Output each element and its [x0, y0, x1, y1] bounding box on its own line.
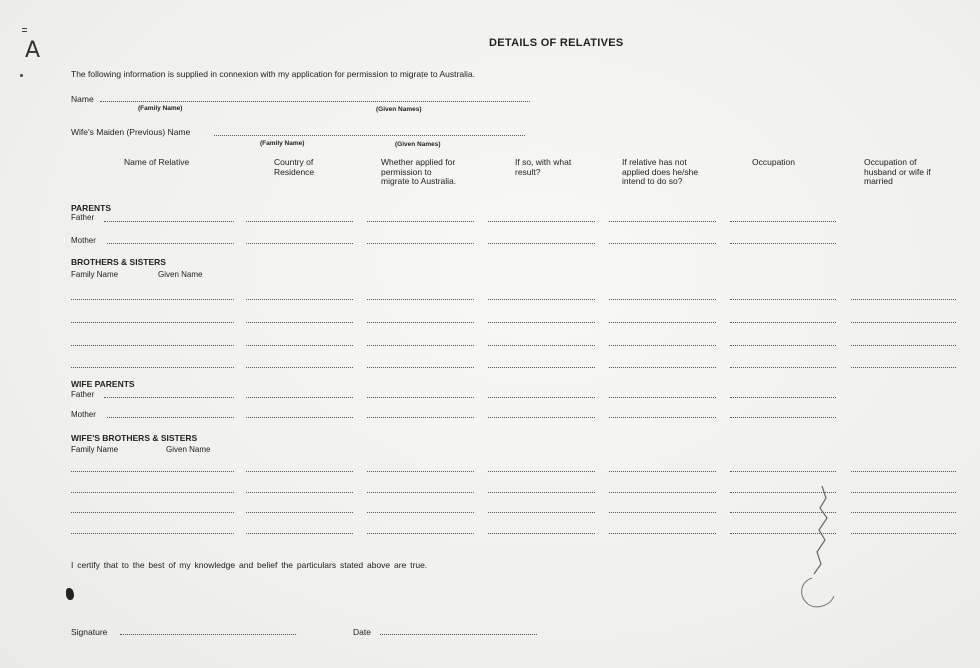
wife-mother-row-col-line[interactable] [488, 417, 595, 418]
wife-sibling-row-col-line[interactable] [246, 512, 353, 513]
wife-sibling-row-col-line[interactable] [609, 533, 716, 534]
given-name-subheading: Given Name [158, 270, 203, 279]
wife-father-row-col-line[interactable] [488, 397, 595, 398]
sibling-row-col-line[interactable] [367, 367, 474, 368]
sibling-row-col-line[interactable] [246, 322, 353, 323]
corner-tick-mark [22, 28, 27, 32]
father-row-col-line[interactable] [730, 221, 836, 222]
wife-mother-row-name-line[interactable] [107, 417, 234, 418]
family-name-subheading: Family Name [71, 270, 119, 279]
date-input-line[interactable] [380, 634, 537, 635]
sibling-row-col-line[interactable] [246, 367, 353, 368]
wife-sibling-row-col-line[interactable] [246, 492, 353, 493]
wife-parents-heading: WIFE PARENTS [71, 379, 135, 389]
sibling-row-col-line[interactable] [609, 367, 716, 368]
given-names-caption: (Given Names) [376, 106, 422, 113]
father-row-col-line[interactable] [367, 221, 474, 222]
wife-brothers-sisters-heading: WIFE'S BROTHERS & SISTERS [71, 433, 198, 443]
sibling-row-col-line[interactable] [730, 345, 836, 346]
wife-sibling-row-name-line[interactable] [71, 471, 234, 472]
wife-sibling-row-name-line[interactable] [71, 492, 234, 493]
date-label: Date [353, 627, 371, 637]
wife-sibling-row-col-line[interactable] [246, 471, 353, 472]
ink-blot [66, 588, 74, 600]
wife-sibling-row-name-line[interactable] [71, 512, 234, 513]
name-label: Name [71, 94, 94, 104]
column-header-applied: Whether applied for permission to migrate to Australia. [381, 157, 457, 186]
wife-sibling-row-col-line[interactable] [851, 492, 956, 493]
father-row-name-line[interactable] [104, 221, 234, 222]
mother-row-col-line[interactable] [367, 243, 474, 244]
wife-sibling-row-col-line[interactable] [246, 533, 353, 534]
sibling-row-col-line[interactable] [246, 299, 353, 300]
wife-sibling-row-name-line[interactable] [71, 533, 234, 534]
mother-row-col-line[interactable] [488, 243, 595, 244]
wife-father-row-col-line[interactable] [367, 397, 474, 398]
mother-label: Mother [71, 236, 96, 245]
wife-family-name-subheading: Family Name [71, 445, 119, 454]
sibling-row-col-line[interactable] [609, 322, 716, 323]
sibling-row-col-line[interactable] [730, 322, 836, 323]
sibling-row-col-line[interactable] [851, 299, 956, 300]
sibling-row-name-line[interactable] [71, 299, 234, 300]
wife-mother-row-col-line[interactable] [246, 417, 353, 418]
mother-row-col-line[interactable] [246, 243, 353, 244]
column-header-occupation: Occupation [752, 157, 795, 167]
wife-mother-row-col-line[interactable] [609, 417, 716, 418]
wife-father-row-name-line[interactable] [104, 397, 234, 398]
wife-sibling-row-col-line[interactable] [488, 512, 595, 513]
corner-dot [20, 74, 23, 77]
sibling-row-col-line[interactable] [367, 299, 474, 300]
wife-sibling-row-col-line[interactable] [367, 492, 474, 493]
sibling-row-col-line[interactable] [730, 299, 836, 300]
mother-row-col-line[interactable] [609, 243, 716, 244]
father-row-col-line[interactable] [609, 221, 716, 222]
sibling-row-col-line[interactable] [488, 299, 595, 300]
sibling-row-col-line[interactable] [367, 322, 474, 323]
wife-sibling-row-col-line[interactable] [851, 471, 956, 472]
wife-sibling-row-col-line[interactable] [488, 533, 595, 534]
wife-sibling-row-col-line[interactable] [367, 512, 474, 513]
sibling-row-col-line[interactable] [609, 299, 716, 300]
sibling-row-col-line[interactable] [609, 345, 716, 346]
sibling-row-col-line[interactable] [851, 367, 956, 368]
wife-mother-label: Mother [71, 410, 96, 419]
sibling-row-name-line[interactable] [71, 322, 234, 323]
handwritten-signature-scribble [790, 478, 850, 618]
column-header-name-of-relative: Name of Relative [124, 157, 190, 167]
sibling-row-col-line[interactable] [730, 367, 836, 368]
wife-sibling-row-col-line[interactable] [851, 533, 956, 534]
father-row-col-line[interactable] [488, 221, 595, 222]
wife-sibling-row-col-line[interactable] [367, 533, 474, 534]
wife-given-name-subheading: Given Name [166, 445, 211, 454]
wife-sibling-row-col-line[interactable] [488, 492, 595, 493]
wife-maiden-name-label: Wife's Maiden (Previous) Name [71, 127, 191, 137]
sibling-row-col-line[interactable] [851, 345, 956, 346]
wife-maiden-name-input-line[interactable] [214, 135, 525, 136]
father-label: Father [71, 213, 95, 222]
wife-sibling-row-col-line[interactable] [730, 471, 836, 472]
wife-given-names-caption: (Given Names) [395, 141, 441, 148]
certification-text: I certify that to the best of my knowledge and belief the particulars stated above are true. [71, 560, 428, 570]
sibling-row-name-line[interactable] [71, 345, 234, 346]
wife-father-row-col-line[interactable] [246, 397, 353, 398]
intro-text: The following information is supplied in connexion with my application for permission to migrate to Australia. [71, 69, 475, 79]
column-header-result: If so, with what result? [515, 157, 572, 177]
sibling-row-col-line[interactable] [367, 345, 474, 346]
sibling-row-name-line[interactable] [71, 367, 234, 368]
column-header-spouse-occupation: Occupation of husband or wife if married [864, 157, 931, 186]
mother-row-name-line[interactable] [107, 243, 234, 244]
sibling-row-col-line[interactable] [488, 345, 595, 346]
wife-sibling-row-col-line[interactable] [488, 471, 595, 472]
page-title: DETAILS OF RELATIVES [489, 37, 624, 49]
sibling-row-col-line[interactable] [488, 322, 595, 323]
signature-input-line[interactable] [120, 634, 296, 635]
signature-label: Signature [71, 627, 108, 637]
sibling-row-col-line[interactable] [488, 367, 595, 368]
sibling-row-col-line[interactable] [246, 345, 353, 346]
wife-father-row-col-line[interactable] [730, 397, 836, 398]
name-input-line[interactable] [100, 101, 530, 102]
column-header-intend: If relative has not applied does he/she intend to do so? [622, 157, 699, 186]
mother-row-col-line[interactable] [730, 243, 836, 244]
corner-handwritten-mark: A [25, 38, 41, 63]
father-row-col-line[interactable] [246, 221, 353, 222]
wife-mother-row-col-line[interactable] [367, 417, 474, 418]
sibling-row-col-line[interactable] [851, 322, 956, 323]
wife-sibling-row-col-line[interactable] [609, 512, 716, 513]
brothers-sisters-heading: BROTHERS & SISTERS [71, 257, 166, 267]
wife-father-label: Father [71, 390, 95, 399]
wife-sibling-row-col-line[interactable] [609, 492, 716, 493]
wife-family-name-caption: (Family Name) [260, 140, 305, 147]
family-name-caption: (Family Name) [138, 105, 183, 112]
column-header-country: Country of Residence [274, 157, 315, 177]
wife-father-row-col-line[interactable] [609, 397, 716, 398]
wife-sibling-row-col-line[interactable] [609, 471, 716, 472]
parents-heading: PARENTS [71, 203, 111, 213]
wife-sibling-row-col-line[interactable] [851, 512, 956, 513]
wife-mother-row-col-line[interactable] [730, 417, 836, 418]
wife-sibling-row-col-line[interactable] [367, 471, 474, 472]
